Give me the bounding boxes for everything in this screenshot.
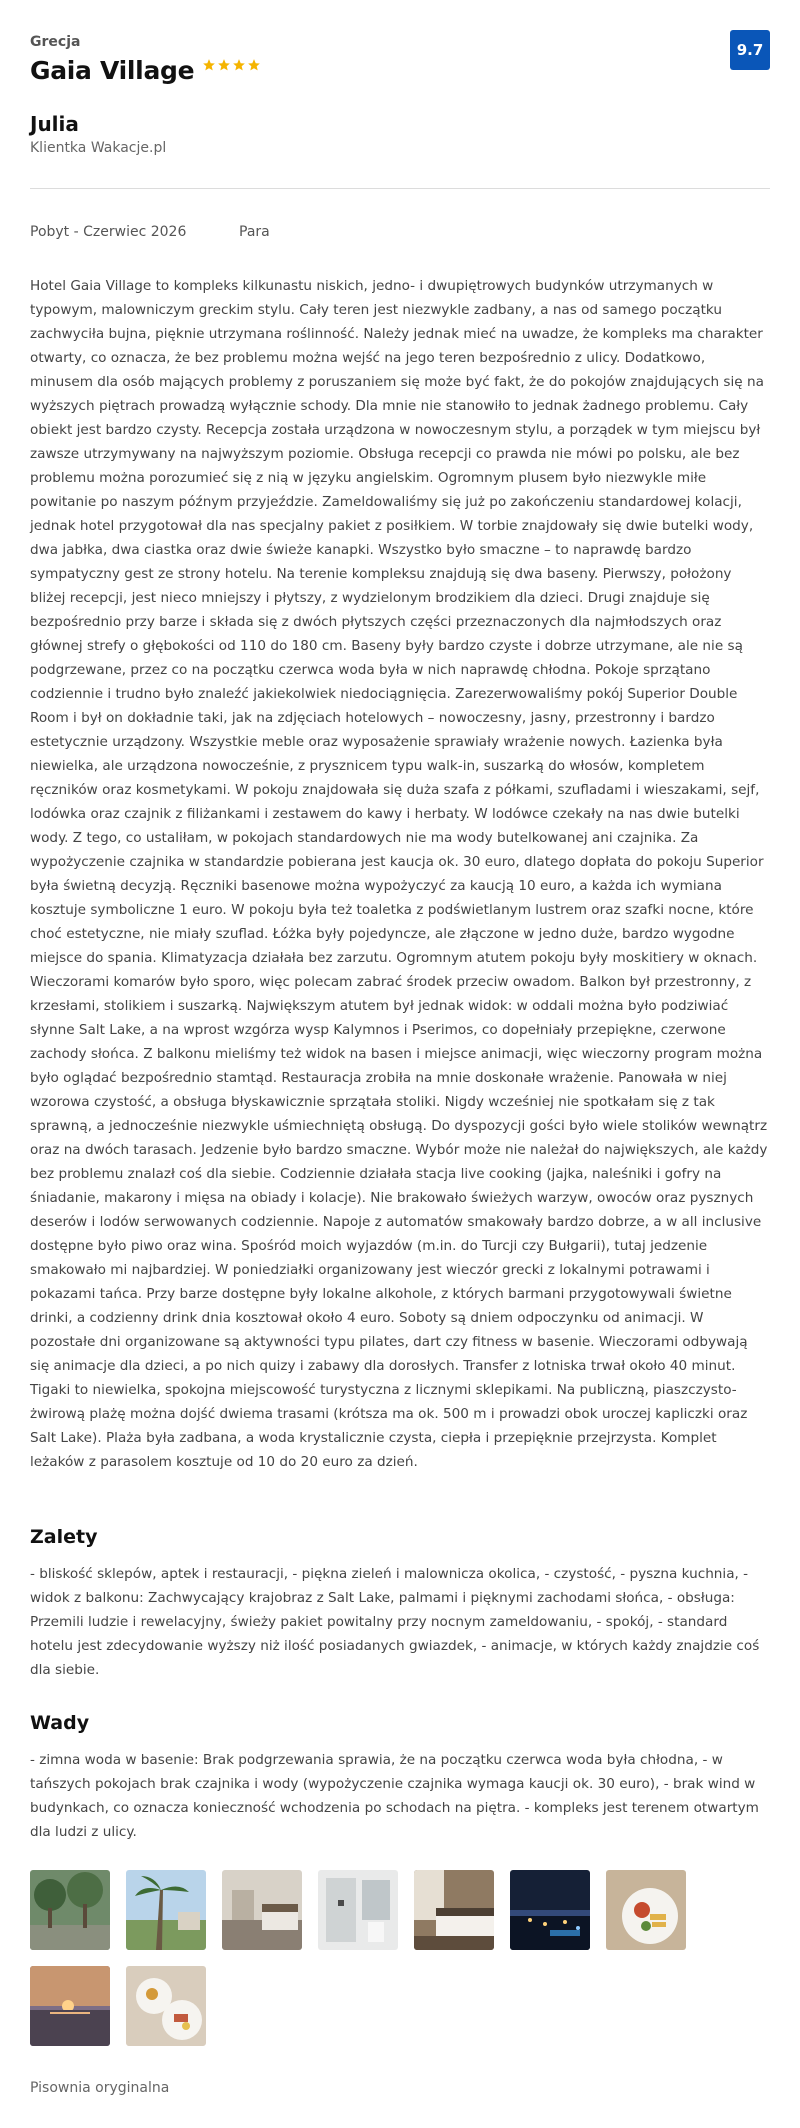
score-badge: 9.7: [730, 30, 770, 70]
header-divider: [30, 188, 770, 189]
travel-party: Para: [239, 224, 270, 240]
star-icon: [247, 58, 261, 72]
photo-thumbnail-breakfast[interactable]: [126, 1966, 206, 2046]
hotel-stars: [202, 58, 261, 72]
star-icon: [202, 58, 216, 72]
star-icon: [232, 58, 246, 72]
star-icon: [217, 58, 231, 72]
pros-text: - bliskość sklepów, aptek i restauracji, - piękna zieleń i malownicza okolica, - czystość, - pyszna kuchnia, - widok z balkonu: Zachwycający krajobraz z Salt Lake, palmami i pięknymi zachodami słońca, - obsługa: Przemili ludzie i rewelacyjny, świeży pakiet powitalny przy nocnym zameldowaniu, - spokój, - standard hotelu jest zdecydowanie wyższy niż ilość posiadanych gwiazdek, - animacje, w których każdy znajdzie coś dla siebie.: [30, 1566, 760, 1678]
hotel-title-row: [30, 56, 261, 85]
stay-period: Pobyt - Czerwiec 2026: [30, 224, 187, 240]
photo-thumbnail-room[interactable]: [222, 1870, 302, 1950]
review-text: Hotel Gaia Village to kompleks kilkunastu niskich, jedno- i dwupiętrowych budynków utrzymanych w typowym, malowniczym greckim stylu. Cały teren jest niezwykle zadbany, a nas od samego początku zachwyciła bujna, pięknie utrzymana roślinność. Należy jednak mieć na uwadze, że kompleks ma charakter otwarty, co oznacza, że bez problemu można wejść na jego teren bezpośrednio z ulicy. Dodatkowo, minusem dla osób mających problemy z poruszaniem się może być fakt, że do pokojów znajdujących się na wyższych piętrach prowadzą wyłącznie schody. Dla mnie nie stanowiło to jednak żadnego problemu. Cały obiekt jest bardzo czysty. Recepcja została urządzona w nowoczesnym stylu, a porządek w tym miejscu był zawsze utrzymywany na najwyższym poziomie. Obsługa recepcji co prawda nie mówi po polsku, ale bez problemu można porozumieć się z nią w języku angielskim. Ogromnym plusem było niezwykle miłe powitanie po naszym późnym przyjeździe. Zameldowaliśmy się już po zakończeniu standardowej kolacji, jednak hotel przygotował dla nas specjalny pakiet z posiłkiem. W torbie znajdowały się dwie butelki wody, dwa jabłka, dwa ciastka oraz dwie świeże kanapki. Wszystko było smaczne – to naprawdę bardzo sympatyczny gest ze strony hotelu. Na terenie kompleksu znajdują się dwa baseny. Pierwszy, położony bliżej recepcji, jest nieco mniejszy i płytszy, z wydzielonym brodzikiem dla dzieci. Drugi znajduje się bezpośrednio przy barze i składa się z dwóch płytszych części przeznaczonych dla najmłodszych oraz głównej strefy o głębokości od 110 do 180 cm. Baseny były bardzo czyste i dobrze utrzymane, ale nie są podgrzewane, przez co na początku czerwca woda była w nich naprawdę chłodna. Pokoje sprzątano codziennie i trudno było znaleźć jakiekolwiek niedociągnięcia. Zarezerwowaliśmy pokój Superior Double Room i był on dokładnie taki, jak na zdjęciach hotelowych – nowoczesny, jasny, przestronny i bardzo estetycznie urządzony. Wszystkie meble oraz wyposażenie sprawiały wrażenie nowych. Łazienka była niewielka, ale urządzona nowocześnie, z prysznicem typu walk-in, suszarką do włosów, kompletem ręczników oraz kosmetykami. W pokoju znajdowała się duża szafa z półkami, szufladami i wieszakami, sejf, lodówka oraz czajnik z filiżankami i zestawem do kawy i herbaty. W lodówce czekały na nas dwie butelki wody. Z tego, co ustaliłam, w pokojach standardowych nie ma wody butelkowanej ani czajnika. Za wypożyczenie czajnika w standardzie pobierana jest kaucja ok. 30 euro, dlatego dopłata do pokoju Superior była świetną decyzją. Ręczniki basenowe można wypożyczyć za kaucją 10 euro, a każda ich wymiana kosztuje symboliczne 1 euro. W pokoju była też toaletka z podświetlanym lustrem oraz szafki nocne, które choć estetyczne, nie miały szuflad. Łóżka były pojedyncze, ale złączone w jedno duże, bardzo wygodne miejsce do spania. Klimatyzacja działała bez zarzutu. Ogromnym atutem pokoju były moskitiery w oknach. Wieczorami komarów było sporo, więc polecam zabrać środek przeciw owadom. Balkon był przestronny, z krzesłami, stolikiem i suszarką. Największym atutem był jednak widok: w oddali można było podziwiać słynne Salt Lake, a na wprost wzgórza wysp Kalymnos i Pserimos, co dopełniały przepiękne, czerwone zachody słońca. Z balkonu mieliśmy też widok na basen i miejsce animacji, więc wieczorny program można było oglądać bezpośrednio stamtąd. Restauracja zrobiła na mnie doskonałe wrażenie. Panowała w niej wzorowa czystość, a obsługa błyskawicznie sprzątała stoliki. Nigdy wcześniej nie spotkałam się z tak sprawną, a jednocześnie niezwykle uśmiechniętą obsługą. Do dyspozycji gości było wiele stolików wewnątrz oraz na dwóch tarasach. Jedzenie było bardzo smaczne. Wybór może nie należał do największych, ale każdy bez problemu znalazł coś dla siebie. Codziennie działała stacja live cooking (jajka, naleśniki i gofry na śniadanie, makarony i mięsa na obiady i kolacje). Nie brakowało świeżych warzyw, owoców oraz pysznych deserów i lodów serwowanych codziennie. Napoje z automatów smakowały bardzo dobrze, a w all inclusive dostępne było piwo oraz wina. Spośród moich wyjazdów (m.in. do Turcji czy Bułgarii), tutaj jedzenie smakowało mi najbardziej. W poniedziałki organizowany jest wieczór grecki z lokalnymi potrawami i pokazami tańca. Przy barze dostępne były lokalne alkohole, z których barmani przygotowywali świetne drinki, a codzienny drink dnia kosztował około 4 euro. Soboty są dniem odpoczynku od animacji. W pozostałe dni organizowane są aktywności typu pilates, dart czy fitness w basenie. Wieczorami odbywają się animacje dla dzieci, a po nich quizy i zabawy dla dorosłych. Transfer z lotniska trwał około 40 minut. Tigaki to niewielka, spokojna miejscowość turystyczna z licznymi sklepikami. Na publiczną, piaszczysto-żwirową plażę można dojść dwiema trasami (krótsza ma ok. 500 m i prowadzi obok uroczej kapliczki oraz Salt Lake). Plaża była zadbana, a woda krystalicznie czysta, ciepła i przepięknie przejrzysta. Komplet leżaków z parasolem kosztuje od 10 do 20 euro za dzień.: [30, 278, 768, 1470]
photo-thumbnail-sunset[interactable]: [30, 1966, 110, 2046]
pros-title: Zalety: [30, 1526, 98, 1548]
photo-thumbnail-bathroom[interactable]: [318, 1870, 398, 1950]
photo-thumbnail-night-view[interactable]: [510, 1870, 590, 1950]
author-subtitle: Klientka Wakacje.pl: [30, 140, 167, 156]
country-label: Grecja: [30, 34, 81, 50]
photo-thumbnail-food-plate[interactable]: [606, 1870, 686, 1950]
hotel-name[interactable]: Gaia Village: [30, 56, 195, 85]
author-name: Julia: [30, 112, 79, 136]
cons-text: - zimna woda w basenie: Brak podgrzewania sprawia, że na początku czerwca woda była chłodna, - w tańszych pokojach brak czajnika i wody (wypożyczenie czajnika wymaga kaucji ok. 30 euro), - brak wind w budynkach, co oznacza konieczność wchodzenia po schodach na piętra. - kompleks jest terenem otwartym dla ludzi z ulicy.: [30, 1752, 759, 1840]
photo-thumbnail-bedroom[interactable]: [414, 1870, 494, 1950]
photo-thumbnail-garden[interactable]: [30, 1870, 110, 1950]
photo-thumbnail-palms[interactable]: [126, 1870, 206, 1950]
original-spelling-note: Pisownia oryginalna: [30, 2080, 170, 2096]
cons-title: Wady: [30, 1712, 90, 1734]
photo-gallery: [30, 1870, 770, 2046]
